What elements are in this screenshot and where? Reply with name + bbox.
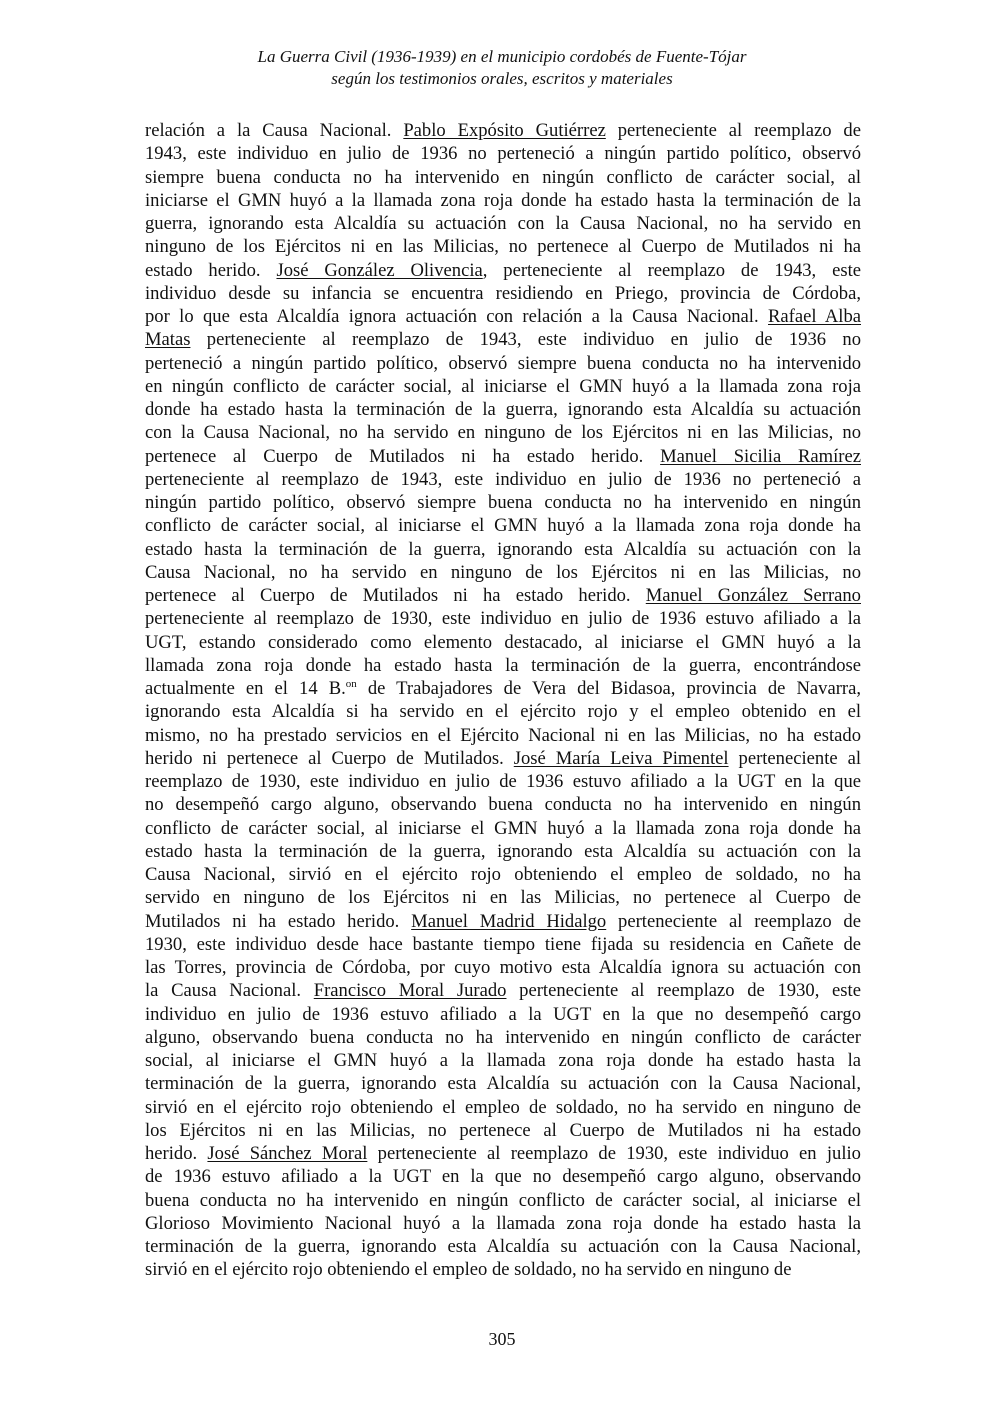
text-line (145, 305, 861, 328)
text-line (145, 584, 861, 607)
person-name: José María Leiva Pimentel (513, 747, 729, 769)
text-segment: ignorando esta Alcaldía si ha servido en el ejército rojo y el empleo obtenido en el (145, 701, 861, 723)
text-segment: perteneció a ningún partido político, observó siempre buena conducta no ha intervenido (145, 352, 861, 374)
person-name: Pablo Expósito Gutiérrez (403, 120, 606, 141)
text-line (145, 119, 861, 142)
text-segment: no desempeñó cargo alguno, observando buena conducta no ha intervenido en ningún (145, 794, 861, 816)
text-segment: perteneciente al reemplazo de 1930, este (506, 980, 861, 1002)
text-segment: estado hasta la terminación de la guerra, ignorando esta Alcaldía su actuación con la (145, 538, 861, 560)
text-segment: 1943, este individuo en julio de 1936 no perteneció a ningún partido político, observó (145, 143, 861, 165)
text-line (145, 468, 861, 491)
text-line (145, 445, 861, 468)
text-line (145, 1235, 861, 1258)
text-segment: servido en ninguno de los Ejércitos ni en las Milicias, no pertenece al Cuerpo de (145, 887, 861, 909)
text-segment: individuo desde su infancia se encuentra residiendo en Priego, provincia de Córdoba, (145, 282, 861, 304)
text-segment: la Causa Nacional. (145, 980, 314, 1002)
text-line (145, 1258, 861, 1281)
text-segment: iniciarse el GMN huyó a la llamada zona roja donde ha estado hasta la terminación de la (145, 189, 861, 211)
text-segment: las Torres, provincia de Córdoba, por cuyo motivo esta Alcaldía ignora su actuación con (145, 957, 861, 978)
text-line (145, 282, 861, 305)
text-line (145, 166, 861, 189)
text-segment: en ningún conflicto de carácter social, al iniciarse el GMN huyó a la llamada zona roja (145, 375, 861, 397)
text-line (145, 1212, 861, 1235)
text-line (145, 1003, 861, 1026)
person-name: Rafael Alba (768, 306, 861, 327)
text-segment: actualmente en el 14 B. (145, 678, 346, 699)
text-segment: sirvió en el ejército rojo obteniendo el empleo de soldado, no ha servido en ninguno de (145, 1259, 792, 1281)
text-line (145, 538, 861, 561)
text-segment: ningún partido político, observó siempre buena conducta no ha intervenido en ningún (145, 492, 861, 513)
text-segment: donde ha estado hasta la terminación de la guerra, ignorando esta Alcaldía su actuación (145, 399, 861, 420)
text-segment: perteneciente al reemplazo de 1930, este individuo en julio de 1936 estuvo afiliado a la (145, 608, 861, 630)
text-line (145, 491, 861, 514)
text-line (145, 677, 861, 700)
text-line (145, 840, 861, 863)
page-number: 305 (488, 1329, 516, 1349)
superscript-text: on (345, 678, 357, 690)
text-segment: alguno, observando buena conducta no ha intervenido en ningún conflicto de carácter (145, 1026, 861, 1048)
text-segment: de 1936 estuvo afiliado a la UGT en la que no desempeñó cargo alguno, observando (145, 1166, 861, 1188)
text-line (145, 933, 861, 956)
text-line (145, 770, 861, 793)
text-line (145, 1049, 861, 1072)
text-segment: conflicto de carácter social, al iniciarse el GMN huyó a la llamada zona roja donde ha (145, 515, 861, 537)
text-line (145, 189, 861, 212)
text-segment: individuo en julio de 1936 estuvo afiliado a la UGT en la que no desempeñó cargo (145, 1003, 861, 1025)
text-line (145, 375, 861, 398)
text-line (145, 421, 861, 444)
person-name: José González Olivencia (276, 259, 483, 281)
text-segment: herido. (145, 1143, 208, 1164)
header-title-line-2: según los testimonios orales, escritos y materiales (331, 69, 673, 88)
text-segment: siempre buena conducta no ha intervenido en ningún conflicto de carácter social, al (145, 166, 861, 188)
text-segment: UGT, estando considerado como elemento destacado, al iniciarse el GMN huyó a la (145, 631, 861, 653)
text-line (145, 398, 861, 421)
text-segment: herido ni pertenece al Cuerpo de Mutilados. (145, 747, 514, 769)
text-line (145, 979, 861, 1002)
text-segment: estado hasta la terminación de la guerra, ignorando esta Alcaldía su actuación con la (145, 840, 861, 862)
person-name: Manuel González Serrano (645, 585, 861, 606)
text-segment: guerra, ignorando esta Alcaldía su actuación con la Causa Nacional, no ha servido en (145, 213, 861, 234)
text-segment: relación a la Causa Nacional. (145, 120, 404, 141)
text-segment: terminación de la guerra, ignorando esta Alcaldía su actuación con la Causa Nacional, (145, 1073, 861, 1095)
person-name: Francisco Moral Jurado (313, 980, 507, 1002)
text-segment: Mutilados ni ha estado herido. (145, 910, 412, 932)
text-segment: buena conducta no ha intervenido en ningún conflicto de carácter social, al iniciarse el (145, 1189, 861, 1211)
text-line (145, 724, 861, 747)
text-line (145, 793, 861, 816)
text-segment: de Trabajadores de Vera del Bidasoa, provincia de Navarra, (356, 678, 861, 699)
text-segment: reemplazo de 1930, este individuo en julio de 1936 estuvo afiliado a la UGT en la que (145, 771, 861, 792)
text-line (145, 654, 861, 677)
text-segment: terminación de la guerra, ignorando esta Alcaldía su actuación con la Causa Nacional, (145, 1236, 861, 1257)
text-segment: perteneciente al reemplazo de 1943, este individuo en julio de 1936 no perteneció a (145, 468, 861, 490)
text-segment: perteneciente al reemplazo de 1930, este individuo en julio (367, 1143, 861, 1164)
text-segment: Causa Nacional, sirvió en el ejército rojo obteniendo el empleo de soldado, no ha (145, 864, 861, 885)
text-line (145, 561, 861, 584)
text-segment: ninguno de los Ejércitos ni en las Milicias, no pertenece al Cuerpo de Mutilados ni ha (145, 236, 861, 258)
text-line (145, 514, 861, 537)
text-line (145, 747, 861, 770)
text-line (145, 328, 861, 351)
person-name: José Sánchez Moral (207, 1143, 368, 1164)
text-line (145, 142, 861, 165)
text-line (145, 1072, 861, 1095)
text-segment: perteneciente al reemplazo de (605, 120, 861, 141)
text-line (145, 1096, 861, 1119)
text-line (145, 1189, 861, 1212)
text-line (145, 235, 861, 258)
text-line (145, 817, 861, 840)
text-segment: Glorioso Movimiento Nacional huyó a la llamada zona roja donde ha estado hasta la (145, 1212, 861, 1234)
text-segment: , perteneciente al reemplazo de 1943, este (482, 259, 862, 281)
text-segment: los Ejércitos ni en las Milicias, no pertenece al Cuerpo de Mutilados ni ha estado (145, 1119, 861, 1141)
text-segment: social, al iniciarse el GMN huyó a la llamada zona roja donde ha estado hasta la (145, 1050, 861, 1071)
text-line (145, 886, 861, 909)
body-paragraph (145, 119, 861, 1282)
text-segment: perteneciente al reemplazo de 1943, este individuo en julio de 1936 no (190, 329, 861, 351)
text-segment: llamada zona roja donde ha estado hasta la terminación de la guerra, encontrándose (145, 654, 861, 676)
person-name: Matas (145, 329, 191, 351)
text-segment: Causa Nacional, no ha servido en ninguno de los Ejércitos ni en las Milicias, no (145, 561, 861, 583)
text-segment: mismo, no ha prestado servicios en el Ejército Nacional ni en las Milicias, no ha estado (145, 724, 861, 746)
text-segment: perteneciente al (728, 747, 862, 769)
text-segment: pertenece al Cuerpo de Mutilados ni ha estado herido. (145, 445, 661, 467)
header-title-line-1: La Guerra Civil (1936-1939) en el municipio cordobés de Fuente-Tójar (257, 47, 747, 66)
text-line (145, 700, 861, 723)
text-line (145, 631, 861, 654)
text-segment: estado herido. (145, 259, 277, 281)
text-line (145, 212, 861, 235)
text-line (145, 1142, 861, 1165)
text-line (145, 956, 861, 979)
text-segment: pertenece al Cuerpo de Mutilados ni ha estado herido. (145, 585, 646, 606)
text-line (145, 607, 861, 630)
text-line (145, 910, 861, 933)
person-name: Manuel Madrid Hidalgo (411, 910, 607, 932)
text-segment: perteneciente al reemplazo de (606, 910, 861, 932)
text-segment: con la Causa Nacional, no ha servido en ninguno de los Ejércitos ni en las Milicias, no (145, 422, 861, 444)
text-line (145, 352, 861, 375)
text-line (145, 1119, 861, 1142)
text-segment: sirvió en el ejército rojo obteniendo el empleo de soldado, no ha servido en ninguno de (145, 1096, 861, 1118)
text-line (145, 863, 861, 886)
text-line (145, 1026, 861, 1049)
text-segment: 1930, este individuo desde hace bastante tiempo tiene fijada su residencia en Cañete de (145, 933, 861, 955)
text-segment: por lo que esta Alcaldía ignora actuación con relación a la Causa Nacional. (145, 306, 768, 327)
running-header (0, 46, 1004, 90)
text-segment: conflicto de carácter social, al iniciarse el GMN huyó a la llamada zona roja donde ha (145, 817, 861, 839)
text-line (145, 1165, 861, 1188)
person-name: Manuel Sicilia Ramírez (660, 445, 861, 467)
text-line (145, 259, 861, 282)
